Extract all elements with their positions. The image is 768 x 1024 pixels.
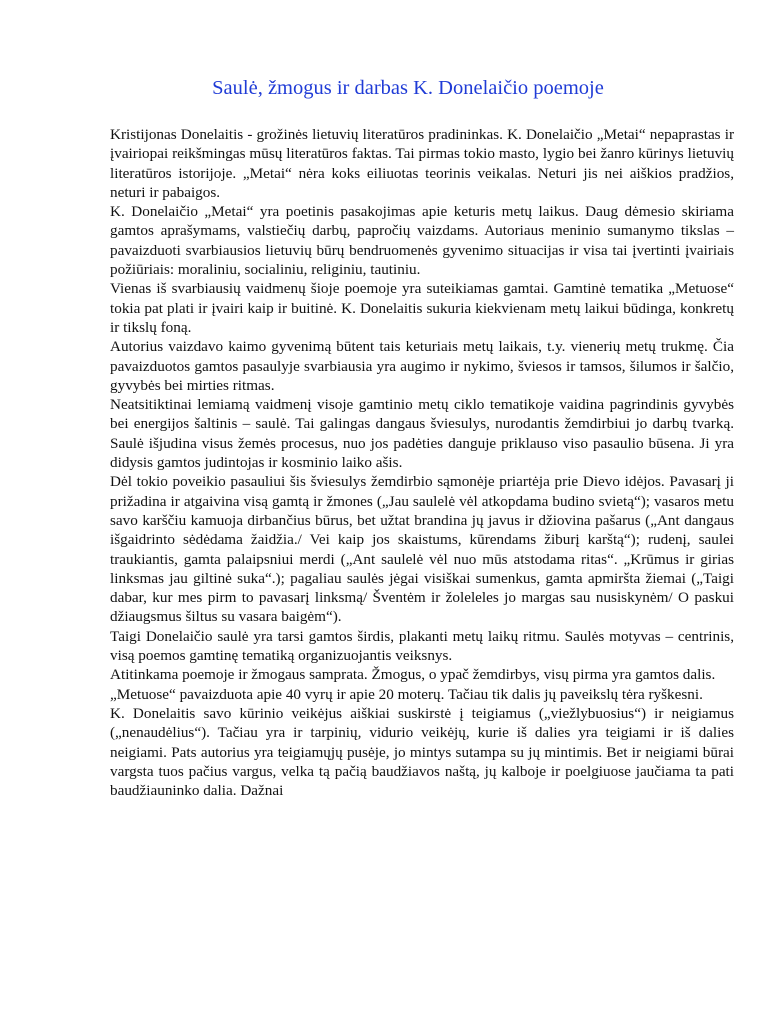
paragraph: Atitinkama poemoje ir žmogaus samprata. Žmogus, o ypač žemdirbys, visų pirma yra gamtos dalis. (110, 666, 716, 684)
paragraph: Autorius vaizdavo kaimo gyvenimą būtent tais keturiais metų laikais, t.y. vienerių metų trukmę. Čia pavaizduotos gamtos pasaulyje svarbiausia yra augimo ir nykimo, šviesos ir tamsos, šilumos ir šalčio, gyvybės bei mirties ritmas. (110, 338, 734, 394)
paragraph: „Metuose“ pavaizduota apie 40 vyrų ir apie 20 moterų. Tačiau tik dalis jų paveikslų tėra ryškesni. (110, 685, 703, 703)
paragraph-last: K. Donelaitis savo kūrinio veikėjus aiškiai suskirstė į teigiamus („viežlybuosius“) ir neigiamus („nenaudėlius“). Tačiau yra ir tarpinių, vidurio veikėjų, kurie iš dalies yra teigiami ir iš dalies neigiami. Pats autorius yra teigiamųjų pusėje, jo mintys sutampa su jų mintimis. Bet ir neigiami būrai vargsta tuos pačius vargus, velka tą pačią baudžiavos naštą, jų kalboje ir poelgiuose jaučiama ta pati baudžiauninko dalia. Dažnai (110, 704, 734, 800)
paragraph: Vienas iš svarbiausių vaidmenų šioje poemoje yra suteikiamas gamtai. Gamtinė tematika „Metuose“ tokia pat plati ir įvairi kaip ir buitinė. K. Donelaitis sukuria kiekvienam metų laikui būdinga, konkretų ir tikslų foną. (110, 280, 734, 336)
paragraph: Taigi Donelaičio saulė yra tarsi gamtos širdis, plakanti metų laikų ritmu. Saulės motyvas – centrinis, visą poemos gamtinę tematiką organizuojantis veiksnys. (110, 627, 734, 665)
document-body (110, 125, 734, 800)
paragraph: Dėl tokio poveikio pasauliui šis šviesulys žemdirbio sąmonėje priartėja prie Dievo idėjos. Pavasarį ji prižadina ir atgaivina visą gamtą ir žmones („Jau saulelė vėl atkopdama budino svietą“); vasaros metu savo karščiu kamuoja dirbančius būrus, bet užtat brandina jų javus ir džiovina pašarus („Ant dangaus išgaidrinto sėdėdama žaidžia./ Vei kaip jos skaistums, kūrendams žiburį karštą“); rudenį, saulei traukiantis, gamta palaipsniui merdi („Ant saulelė vėl nuo mūs atstodama ritas“. „Krūmus ir girias linksmas jau giltinė suka“.); pagaliau saulės jėgai visiškai sumenkus, gamta apmiršta žiemai („Taigi dabar, kur mes pirm to pavasarį linksmą/ Šventėm ir žoleleles jo margas sau nusiskynėm/ O paskui džiaugsmus šiltus su vasara baigėm“). (110, 473, 734, 626)
paragraph: Neatsitiktinai lemiamą vaidmenį visoje gamtinio metų ciklo tematikoje vaidina pagrindinis gyvybės bei energijos šaltinis – saulė. Tai galingas dangaus šviesulys, nurodantis žemdirbiui jo darbų tvarką. Saulė išjudina visus žemės procesus, nuo jos padėties danguje priklauso viso pasaulio būsena. Ji yra didysis gamtos judintojas ir kosminio laiko ašis. (110, 396, 734, 472)
paragraph: K. Donelaičio „Metai“ yra poetinis pasakojimas apie keturis metų laikus. Daug dėmesio skiriama gamtos aprašymams, valstiečių darbų, papročių vaizdams. Autoriaus meninio sumanymo tikslas – pavaizduoti svarbiausios lietuvių būrų bendruomenės gyvenimo situacijas ir visa tai įvertinti įvairiais požiūriais: moraliniu, socialiniu, religiniu, tautiniu. (110, 203, 734, 279)
document-title: Saulė, žmogus ir darbas K. Donelaičio poemoje (212, 77, 604, 99)
paragraph: Kristijonas Donelaitis - grožinės lietuvių literatūros pradininkas. K. Donelaičio „Metai“ nepaprastas ir įvairiopai reikšmingas mūsų literatūros faktas. Tai pirmas tokio masto, lygio bei žanro kūrinys lietuvių literatūros istorijoje. „Metai“ nėra koks eiliuotas teorinis veikalas. Neturi jis nei aiškios pradžios, neturi ir pabaigos. (110, 126, 734, 201)
